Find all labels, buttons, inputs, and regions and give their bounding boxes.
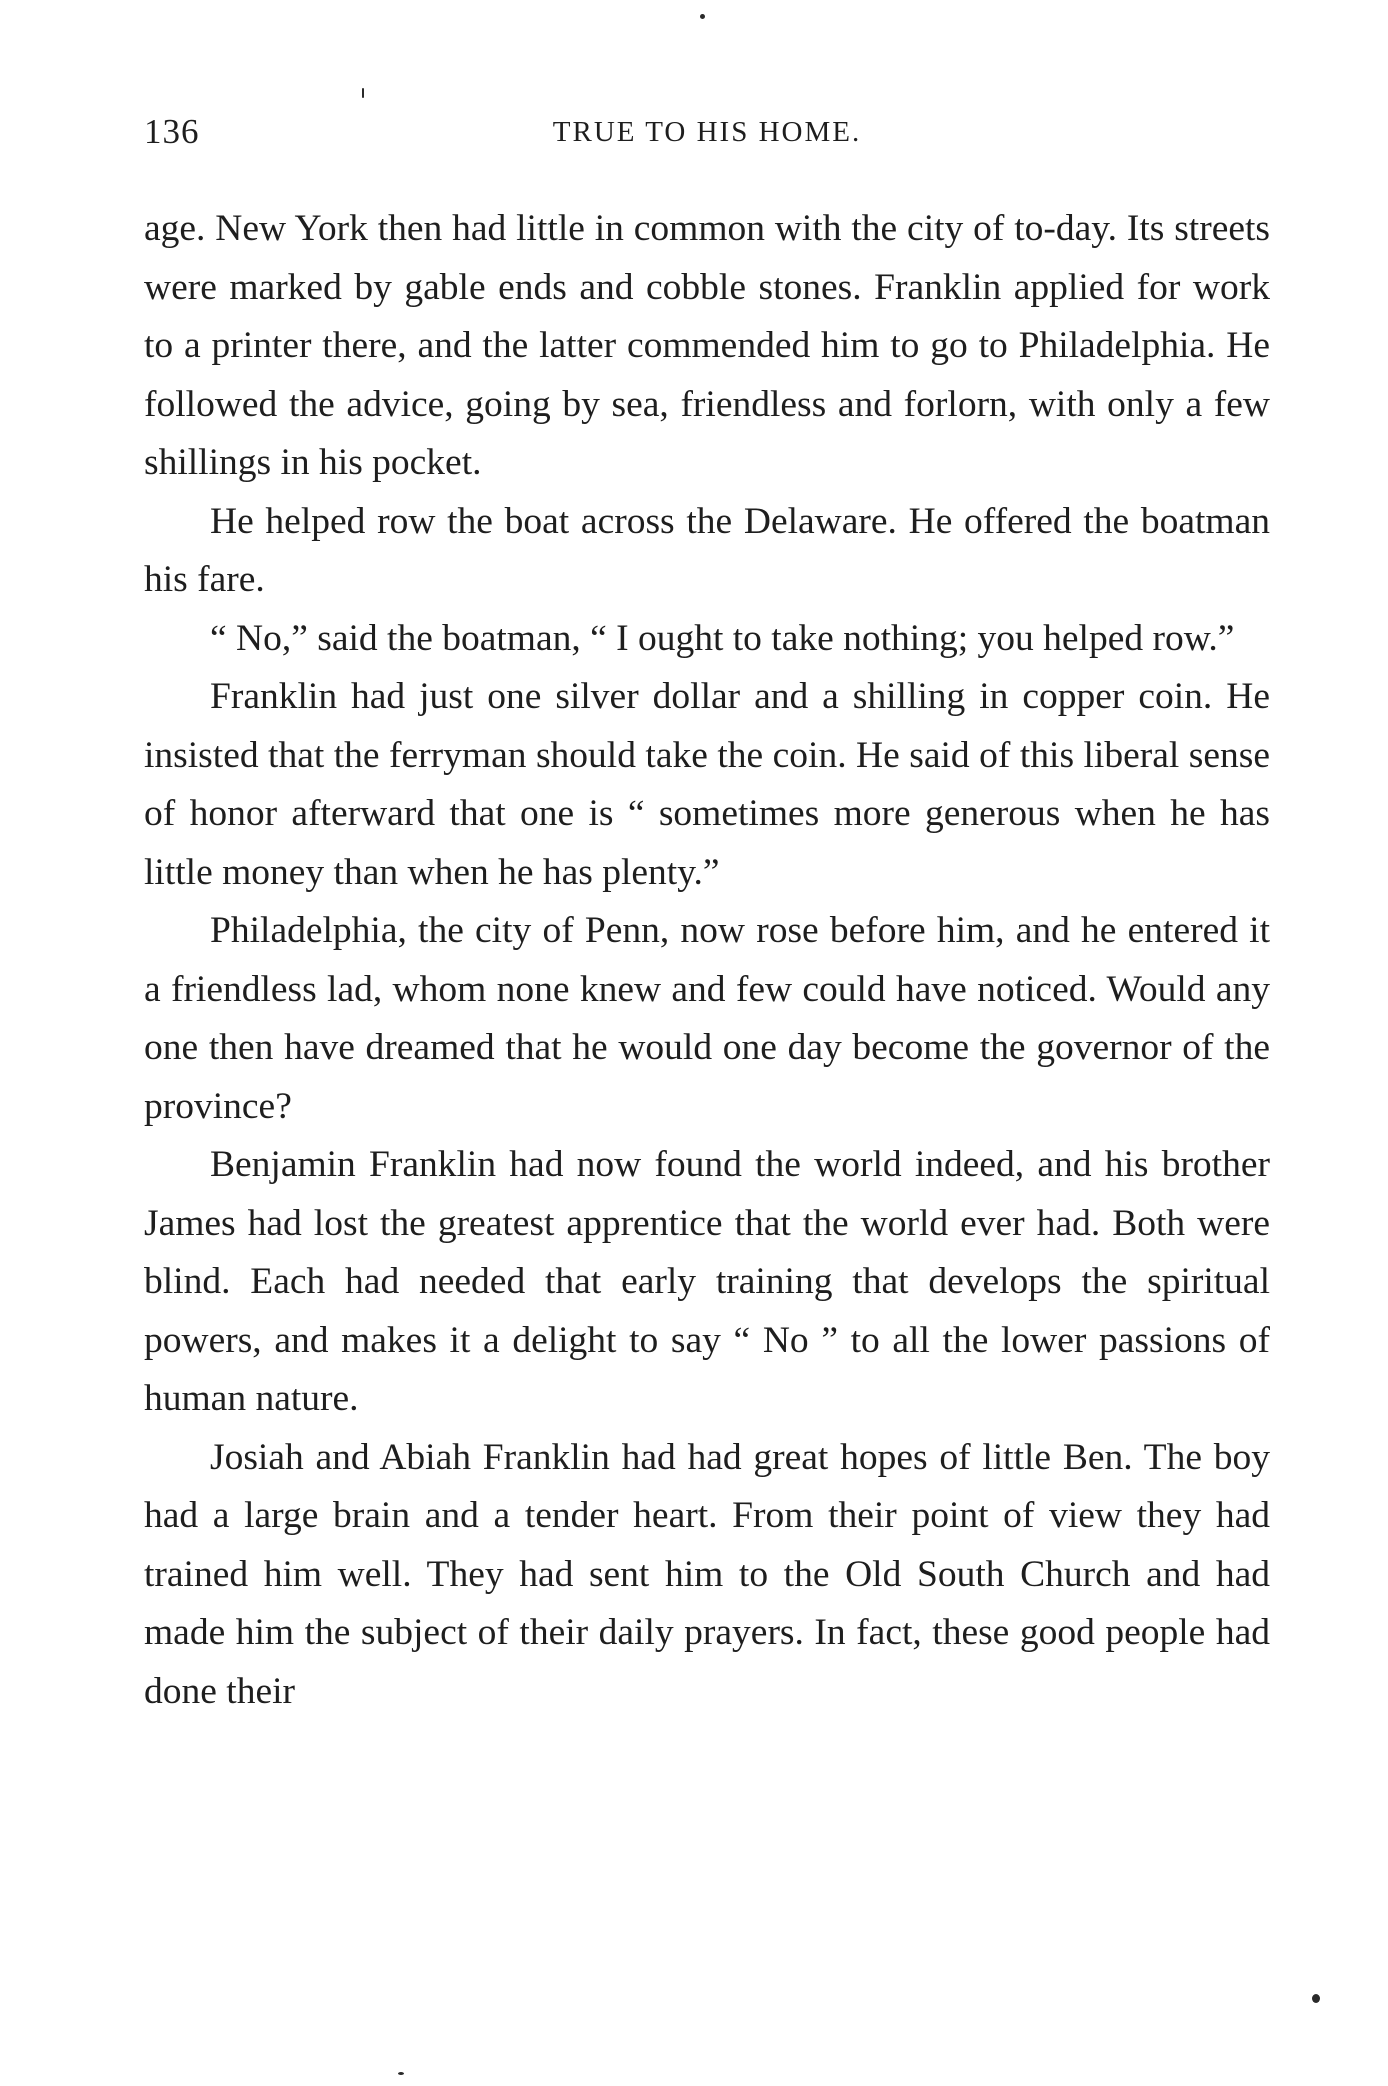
running-title: TRUE TO HIS HOME. — [552, 116, 862, 148]
scan-speck — [700, 14, 705, 19]
body-text — [144, 200, 1270, 1721]
paragraph: “ No,” said the boatman, “ I ought to take nothing; you helped row.” — [210, 617, 1235, 659]
paragraph: Josiah and Abiah Franklin had had great hopes of little Ben. The boy had a large brain and a tender heart. From their point of view they had trained him well. They had sent him to the Old South Church and had made him the subject of their daily prayers. In fact, these good people had done their — [144, 1436, 1270, 1712]
paragraph: Benjamin Franklin had now found the world indeed, and his brother James had lost the greatest apprentice that the world ever had. Both were blind. Each had needed that early training that develops the spiritual powers, and makes it a delight to say “ No ” to all the lower passions of human nature. — [144, 1144, 1270, 1419]
paragraph: He helped row the boat across the Delaware. He offered the boatman his fare. — [144, 500, 1270, 600]
scan-speck — [1312, 1994, 1320, 2003]
page-header — [144, 112, 1270, 162]
paragraph: Franklin had just one silver dollar and a shilling in copper coin. He insisted that the ferryman should take the coin. He said of this liberal sense of honor afterward that one is “ sometimes more generous when he has little money than when he has plenty.” — [144, 676, 1270, 893]
paragraph: Philadelphia, the city of Penn, now rose before him, and he entered it a friendless lad, whom none knew and few could have noticed. Would any one then have dreamed that he would one day become the governor of the province? — [144, 910, 1270, 1127]
page-number: 136 — [144, 112, 200, 151]
scan-speck — [362, 88, 364, 98]
scan-speck — [398, 2072, 404, 2075]
paragraph: age. New York then had little in common with the city of to-day. Its streets were marked by gable ends and cobble stones. Franklin applied for work to a printer there, and the latter commended him to go to Philadelphia. He followed the advice, going by sea, friendless and forlorn, with only a few shillings in his pocket. — [144, 208, 1270, 483]
